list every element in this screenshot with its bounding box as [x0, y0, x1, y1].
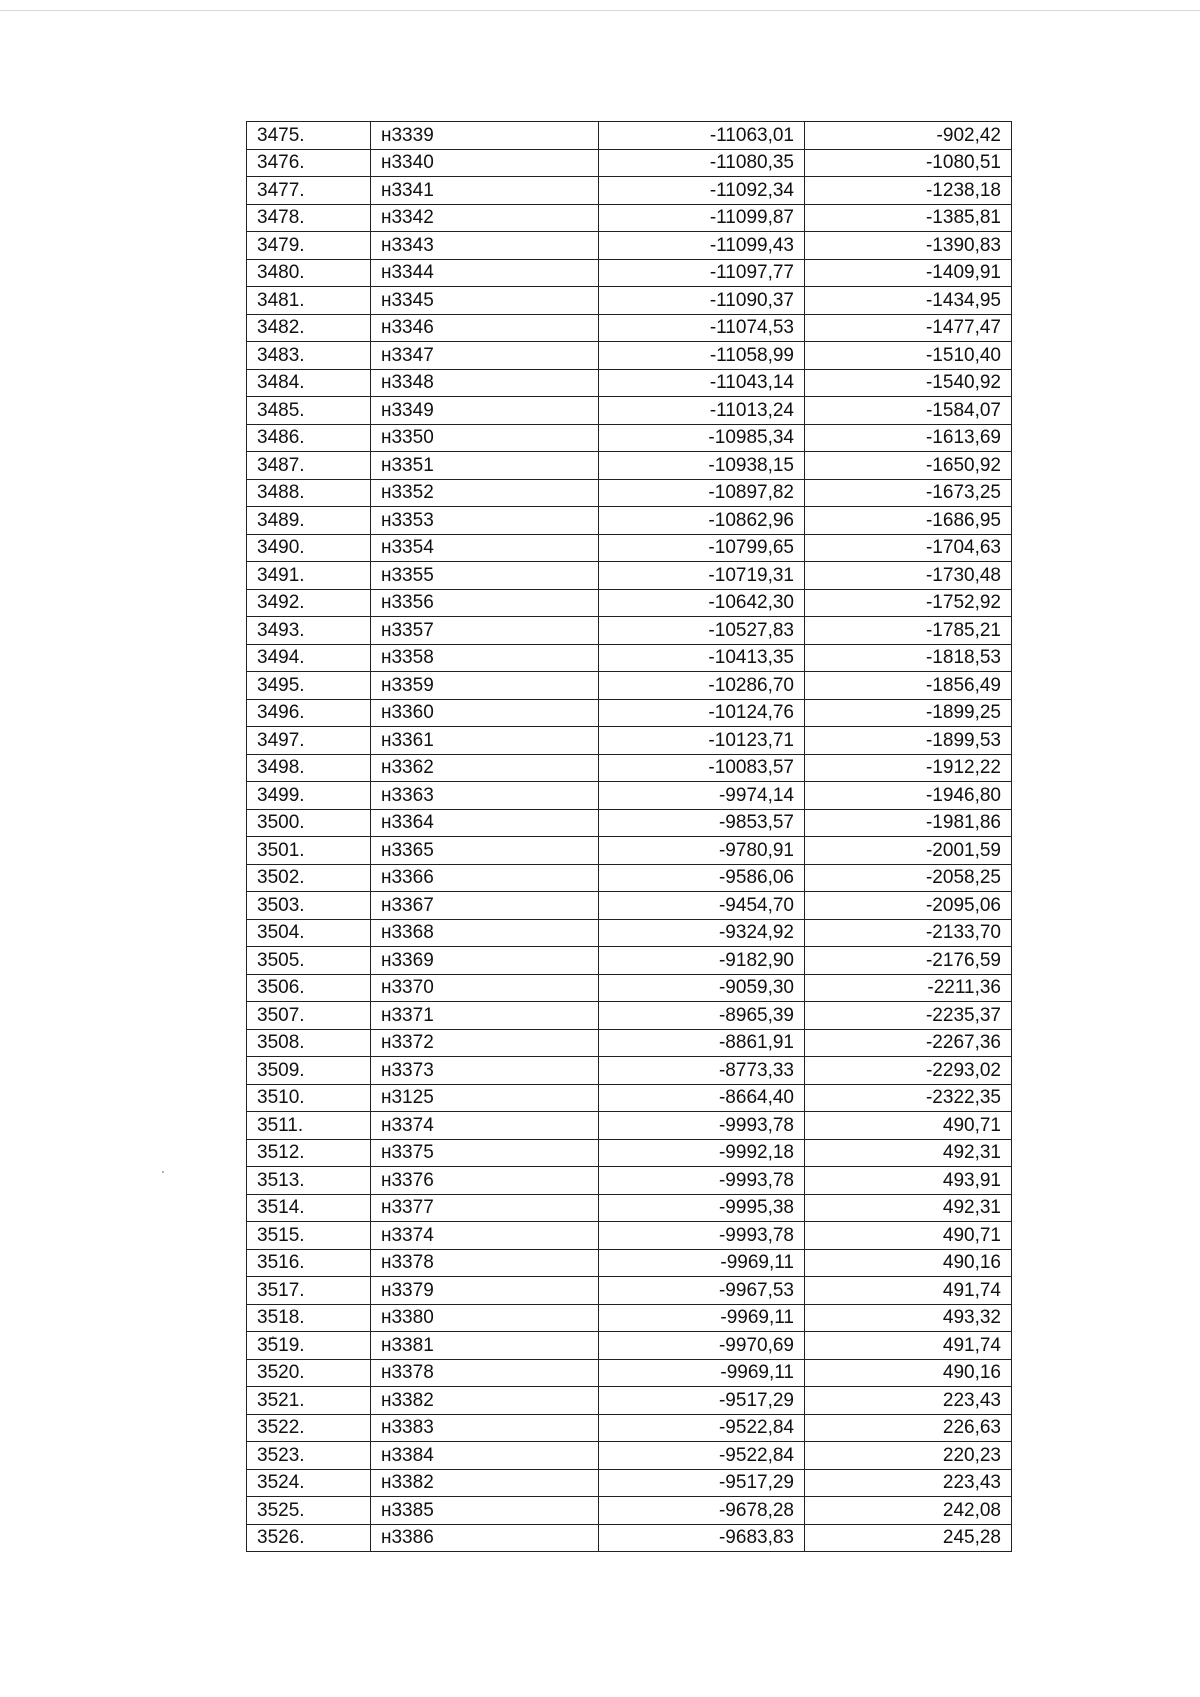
- x-coordinate-cell: -11092,34: [599, 177, 805, 205]
- table-row: [247, 809, 1012, 837]
- y-coordinate-cell: -1477,47: [805, 314, 1012, 342]
- point-name-cell: н3340: [371, 149, 599, 177]
- row-number-cell: 3499.: [247, 782, 371, 810]
- table-row: [247, 617, 1012, 645]
- x-coordinate-cell: -10124,76: [599, 699, 805, 727]
- row-number-cell: 3520.: [247, 1359, 371, 1387]
- y-coordinate-cell: -1785,21: [805, 617, 1012, 645]
- y-coordinate-cell: -2095,06: [805, 892, 1012, 920]
- point-name-cell: н3354: [371, 534, 599, 562]
- row-number-cell: 3479.: [247, 232, 371, 260]
- x-coordinate-cell: -11058,99: [599, 342, 805, 370]
- y-coordinate-cell: -1409,91: [805, 259, 1012, 287]
- point-name-cell: н3373: [371, 1057, 599, 1085]
- point-name-cell: н3367: [371, 892, 599, 920]
- point-name-cell: н3339: [371, 122, 599, 150]
- point-name-cell: н3351: [371, 452, 599, 480]
- point-name-cell: н3350: [371, 424, 599, 452]
- x-coordinate-cell: -11097,77: [599, 259, 805, 287]
- point-name-cell: н3348: [371, 369, 599, 397]
- x-coordinate-cell: -9454,70: [599, 892, 805, 920]
- table-row: [247, 287, 1012, 315]
- row-number-cell: 3509.: [247, 1057, 371, 1085]
- table-row: [247, 1277, 1012, 1305]
- point-name-cell: н3382: [371, 1469, 599, 1497]
- y-coordinate-cell: -1390,83: [805, 232, 1012, 260]
- table-row: [247, 314, 1012, 342]
- y-coordinate-cell: 490,16: [805, 1359, 1012, 1387]
- y-coordinate-cell: -1704,63: [805, 534, 1012, 562]
- row-number-cell: 3494.: [247, 644, 371, 672]
- x-coordinate-cell: -11074,53: [599, 314, 805, 342]
- table-row: [247, 204, 1012, 232]
- row-number-cell: 3497.: [247, 727, 371, 755]
- y-coordinate-cell: 490,71: [805, 1222, 1012, 1250]
- point-name-cell: н3379: [371, 1277, 599, 1305]
- x-coordinate-cell: -11080,35: [599, 149, 805, 177]
- y-coordinate-cell: 491,74: [805, 1277, 1012, 1305]
- point-name-cell: н3383: [371, 1414, 599, 1442]
- point-name-cell: н3382: [371, 1387, 599, 1415]
- row-number-cell: 3500.: [247, 809, 371, 837]
- table-row: [247, 1084, 1012, 1112]
- row-number-cell: 3481.: [247, 287, 371, 315]
- y-coordinate-cell: -1686,95: [805, 507, 1012, 535]
- x-coordinate-cell: -9683,83: [599, 1524, 805, 1552]
- table-row: [247, 1194, 1012, 1222]
- y-coordinate-cell: 223,43: [805, 1387, 1012, 1415]
- point-name-cell: н3360: [371, 699, 599, 727]
- table-row: [247, 1414, 1012, 1442]
- x-coordinate-cell: -11099,87: [599, 204, 805, 232]
- row-number-cell: 3519.: [247, 1332, 371, 1360]
- row-number-cell: 3489.: [247, 507, 371, 535]
- y-coordinate-cell: -1510,40: [805, 342, 1012, 370]
- table-row: [247, 149, 1012, 177]
- table-row: [247, 974, 1012, 1002]
- x-coordinate-cell: -9522,84: [599, 1442, 805, 1470]
- point-name-cell: н3371: [371, 1002, 599, 1030]
- row-number-cell: 3515.: [247, 1222, 371, 1250]
- table-row: [247, 1469, 1012, 1497]
- x-coordinate-cell: -9969,11: [599, 1304, 805, 1332]
- x-coordinate-cell: -8861,91: [599, 1029, 805, 1057]
- point-name-cell: н3378: [371, 1359, 599, 1387]
- y-coordinate-cell: 493,32: [805, 1304, 1012, 1332]
- y-coordinate-cell: -2322,35: [805, 1084, 1012, 1112]
- x-coordinate-cell: -9992,18: [599, 1139, 805, 1167]
- table-row: [247, 534, 1012, 562]
- x-coordinate-cell: -11090,37: [599, 287, 805, 315]
- table-row: [247, 1332, 1012, 1360]
- x-coordinate-cell: -8965,39: [599, 1002, 805, 1030]
- table-row: [247, 1112, 1012, 1140]
- y-coordinate-cell: -2235,37: [805, 1002, 1012, 1030]
- x-coordinate-cell: -10123,71: [599, 727, 805, 755]
- point-name-cell: н3357: [371, 617, 599, 645]
- x-coordinate-cell: -10938,15: [599, 452, 805, 480]
- x-coordinate-cell: -9969,11: [599, 1249, 805, 1277]
- table-row: [247, 589, 1012, 617]
- row-number-cell: 3496.: [247, 699, 371, 727]
- y-coordinate-cell: 223,43: [805, 1469, 1012, 1497]
- point-name-cell: н3385: [371, 1497, 599, 1525]
- y-coordinate-cell: -1730,48: [805, 562, 1012, 590]
- point-name-cell: н3365: [371, 837, 599, 865]
- x-coordinate-cell: -10719,31: [599, 562, 805, 590]
- point-name-cell: н3366: [371, 864, 599, 892]
- row-number-cell: 3486.: [247, 424, 371, 452]
- table-row: [247, 1359, 1012, 1387]
- x-coordinate-cell: -9182,90: [599, 947, 805, 975]
- x-coordinate-cell: -10413,35: [599, 644, 805, 672]
- point-name-cell: н3377: [371, 1194, 599, 1222]
- coordinates-table-body: [247, 122, 1012, 1552]
- point-name-cell: н3341: [371, 177, 599, 205]
- y-coordinate-cell: -1540,92: [805, 369, 1012, 397]
- x-coordinate-cell: -10642,30: [599, 589, 805, 617]
- y-coordinate-cell: -1946,80: [805, 782, 1012, 810]
- y-coordinate-cell: 492,31: [805, 1194, 1012, 1222]
- table-row: [247, 672, 1012, 700]
- x-coordinate-cell: -9853,57: [599, 809, 805, 837]
- row-number-cell: 3511.: [247, 1112, 371, 1140]
- x-coordinate-cell: -10799,65: [599, 534, 805, 562]
- x-coordinate-cell: -10527,83: [599, 617, 805, 645]
- table-row: [247, 369, 1012, 397]
- y-coordinate-cell: 491,74: [805, 1332, 1012, 1360]
- table-row: [247, 1387, 1012, 1415]
- row-number-cell: 3480.: [247, 259, 371, 287]
- y-coordinate-cell: -1818,53: [805, 644, 1012, 672]
- y-coordinate-cell: -2211,36: [805, 974, 1012, 1002]
- x-coordinate-cell: -9517,29: [599, 1469, 805, 1497]
- table-row: [247, 1167, 1012, 1195]
- table-row: [247, 1029, 1012, 1057]
- y-coordinate-cell: -1613,69: [805, 424, 1012, 452]
- table-row: [247, 1442, 1012, 1470]
- point-name-cell: н3380: [371, 1304, 599, 1332]
- row-number-cell: 3485.: [247, 397, 371, 425]
- row-number-cell: 3501.: [247, 837, 371, 865]
- row-number-cell: 3512.: [247, 1139, 371, 1167]
- table-row: [247, 1139, 1012, 1167]
- y-coordinate-cell: -1899,53: [805, 727, 1012, 755]
- table-row: [247, 177, 1012, 205]
- row-number-cell: 3498.: [247, 754, 371, 782]
- x-coordinate-cell: -11063,01: [599, 122, 805, 150]
- row-number-cell: 3524.: [247, 1469, 371, 1497]
- y-coordinate-cell: -1385,81: [805, 204, 1012, 232]
- y-coordinate-cell: -2001,59: [805, 837, 1012, 865]
- point-name-cell: н3362: [371, 754, 599, 782]
- y-coordinate-cell: -1434,95: [805, 287, 1012, 315]
- point-name-cell: н3352: [371, 479, 599, 507]
- point-name-cell: н3361: [371, 727, 599, 755]
- y-coordinate-cell: -2293,02: [805, 1057, 1012, 1085]
- y-coordinate-cell: 490,71: [805, 1112, 1012, 1140]
- y-coordinate-cell: -1673,25: [805, 479, 1012, 507]
- row-number-cell: 3521.: [247, 1387, 371, 1415]
- row-number-cell: 3490.: [247, 534, 371, 562]
- y-coordinate-cell: 493,91: [805, 1167, 1012, 1195]
- table-row: [247, 699, 1012, 727]
- table-row: [247, 727, 1012, 755]
- point-name-cell: н3353: [371, 507, 599, 535]
- y-coordinate-cell: -1584,07: [805, 397, 1012, 425]
- table-row: [247, 1222, 1012, 1250]
- table-row: [247, 919, 1012, 947]
- y-coordinate-cell: 220,23: [805, 1442, 1012, 1470]
- row-number-cell: 3525.: [247, 1497, 371, 1525]
- y-coordinate-cell: -1650,92: [805, 452, 1012, 480]
- x-coordinate-cell: -9993,78: [599, 1112, 805, 1140]
- table-row: [247, 947, 1012, 975]
- x-coordinate-cell: -9974,14: [599, 782, 805, 810]
- row-number-cell: 3483.: [247, 342, 371, 370]
- point-name-cell: н3378: [371, 1249, 599, 1277]
- y-coordinate-cell: 242,08: [805, 1497, 1012, 1525]
- x-coordinate-cell: -10897,82: [599, 479, 805, 507]
- row-number-cell: 3475.: [247, 122, 371, 150]
- point-name-cell: н3364: [371, 809, 599, 837]
- y-coordinate-cell: 226,63: [805, 1414, 1012, 1442]
- x-coordinate-cell: -8664,40: [599, 1084, 805, 1112]
- x-coordinate-cell: -9993,78: [599, 1167, 805, 1195]
- x-coordinate-cell: -10862,96: [599, 507, 805, 535]
- table-row: [247, 232, 1012, 260]
- y-coordinate-cell: -1899,25: [805, 699, 1012, 727]
- row-number-cell: 3504.: [247, 919, 371, 947]
- point-name-cell: н3343: [371, 232, 599, 260]
- point-name-cell: н3344: [371, 259, 599, 287]
- x-coordinate-cell: -9586,06: [599, 864, 805, 892]
- row-number-cell: 3502.: [247, 864, 371, 892]
- point-name-cell: н3374: [371, 1222, 599, 1250]
- row-number-cell: 3503.: [247, 892, 371, 920]
- x-coordinate-cell: -9517,29: [599, 1387, 805, 1415]
- table-row: [247, 452, 1012, 480]
- x-coordinate-cell: -9780,91: [599, 837, 805, 865]
- table-row: [247, 342, 1012, 370]
- x-coordinate-cell: -10286,70: [599, 672, 805, 700]
- x-coordinate-cell: -9324,92: [599, 919, 805, 947]
- row-number-cell: 3526.: [247, 1524, 371, 1552]
- table-row: [247, 644, 1012, 672]
- row-number-cell: 3514.: [247, 1194, 371, 1222]
- row-number-cell: 3482.: [247, 314, 371, 342]
- point-name-cell: н3374: [371, 1112, 599, 1140]
- x-coordinate-cell: -11043,14: [599, 369, 805, 397]
- x-coordinate-cell: -9967,53: [599, 1277, 805, 1305]
- row-number-cell: 3505.: [247, 947, 371, 975]
- y-coordinate-cell: -902,42: [805, 122, 1012, 150]
- point-name-cell: н3346: [371, 314, 599, 342]
- table-row: [247, 892, 1012, 920]
- point-name-cell: н3368: [371, 919, 599, 947]
- row-number-cell: 3478.: [247, 204, 371, 232]
- row-number-cell: 3492.: [247, 589, 371, 617]
- x-coordinate-cell: -9995,38: [599, 1194, 805, 1222]
- row-number-cell: 3508.: [247, 1029, 371, 1057]
- x-coordinate-cell: -11099,43: [599, 232, 805, 260]
- table-row: [247, 782, 1012, 810]
- row-number-cell: 3523.: [247, 1442, 371, 1470]
- point-name-cell: н3355: [371, 562, 599, 590]
- x-coordinate-cell: -11013,24: [599, 397, 805, 425]
- point-name-cell: н3376: [371, 1167, 599, 1195]
- table-row: [247, 864, 1012, 892]
- row-number-cell: 3507.: [247, 1002, 371, 1030]
- row-number-cell: 3517.: [247, 1277, 371, 1305]
- point-name-cell: н3381: [371, 1332, 599, 1360]
- row-number-cell: 3493.: [247, 617, 371, 645]
- y-coordinate-cell: 492,31: [805, 1139, 1012, 1167]
- table-row: [247, 507, 1012, 535]
- row-number-cell: 3484.: [247, 369, 371, 397]
- y-coordinate-cell: -1981,86: [805, 809, 1012, 837]
- point-name-cell: н3372: [371, 1029, 599, 1057]
- y-coordinate-cell: 245,28: [805, 1524, 1012, 1552]
- table-row: [247, 837, 1012, 865]
- y-coordinate-cell: -1238,18: [805, 177, 1012, 205]
- y-coordinate-cell: -1912,22: [805, 754, 1012, 782]
- coordinates-table: [246, 121, 1012, 1552]
- y-coordinate-cell: -2133,70: [805, 919, 1012, 947]
- y-coordinate-cell: 490,16: [805, 1249, 1012, 1277]
- table-row: [247, 754, 1012, 782]
- y-coordinate-cell: -2058,25: [805, 864, 1012, 892]
- row-number-cell: 3513.: [247, 1167, 371, 1195]
- point-name-cell: н3369: [371, 947, 599, 975]
- x-coordinate-cell: -9059,30: [599, 974, 805, 1002]
- table-row: [247, 122, 1012, 150]
- row-number-cell: 3495.: [247, 672, 371, 700]
- y-coordinate-cell: -2267,36: [805, 1029, 1012, 1057]
- point-name-cell: н3349: [371, 397, 599, 425]
- point-name-cell: н3375: [371, 1139, 599, 1167]
- y-coordinate-cell: -1080,51: [805, 149, 1012, 177]
- y-coordinate-cell: -1856,49: [805, 672, 1012, 700]
- point-name-cell: н3359: [371, 672, 599, 700]
- table-row: [247, 1057, 1012, 1085]
- x-coordinate-cell: -8773,33: [599, 1057, 805, 1085]
- row-number-cell: 3510.: [247, 1084, 371, 1112]
- row-number-cell: 3518.: [247, 1304, 371, 1332]
- point-name-cell: н3384: [371, 1442, 599, 1470]
- point-name-cell: н3347: [371, 342, 599, 370]
- table-row: [247, 1524, 1012, 1552]
- point-name-cell: н3386: [371, 1524, 599, 1552]
- table-row: [247, 259, 1012, 287]
- x-coordinate-cell: -9522,84: [599, 1414, 805, 1442]
- y-coordinate-cell: -2176,59: [805, 947, 1012, 975]
- table-row: [247, 1249, 1012, 1277]
- point-name-cell: н3356: [371, 589, 599, 617]
- table-row: [247, 1497, 1012, 1525]
- row-number-cell: 3516.: [247, 1249, 371, 1277]
- scan-edge-line: [0, 10, 1200, 11]
- point-name-cell: н3345: [371, 287, 599, 315]
- x-coordinate-cell: -10985,34: [599, 424, 805, 452]
- row-number-cell: 3487.: [247, 452, 371, 480]
- x-coordinate-cell: -9970,69: [599, 1332, 805, 1360]
- row-number-cell: 3488.: [247, 479, 371, 507]
- table-row: [247, 562, 1012, 590]
- table-row: [247, 479, 1012, 507]
- point-name-cell: н3125: [371, 1084, 599, 1112]
- x-coordinate-cell: -9993,78: [599, 1222, 805, 1250]
- x-coordinate-cell: -9969,11: [599, 1359, 805, 1387]
- row-number-cell: 3522.: [247, 1414, 371, 1442]
- point-name-cell: н3370: [371, 974, 599, 1002]
- row-number-cell: 3506.: [247, 974, 371, 1002]
- x-coordinate-cell: -10083,57: [599, 754, 805, 782]
- table-row: [247, 1002, 1012, 1030]
- x-coordinate-cell: -9678,28: [599, 1497, 805, 1525]
- table-row: [247, 397, 1012, 425]
- row-number-cell: 3476.: [247, 149, 371, 177]
- row-number-cell: 3491.: [247, 562, 371, 590]
- y-coordinate-cell: -1752,92: [805, 589, 1012, 617]
- scan-speck: [162, 1171, 164, 1173]
- point-name-cell: н3342: [371, 204, 599, 232]
- row-number-cell: 3477.: [247, 177, 371, 205]
- table-row: [247, 424, 1012, 452]
- point-name-cell: н3363: [371, 782, 599, 810]
- table-row: [247, 1304, 1012, 1332]
- point-name-cell: н3358: [371, 644, 599, 672]
